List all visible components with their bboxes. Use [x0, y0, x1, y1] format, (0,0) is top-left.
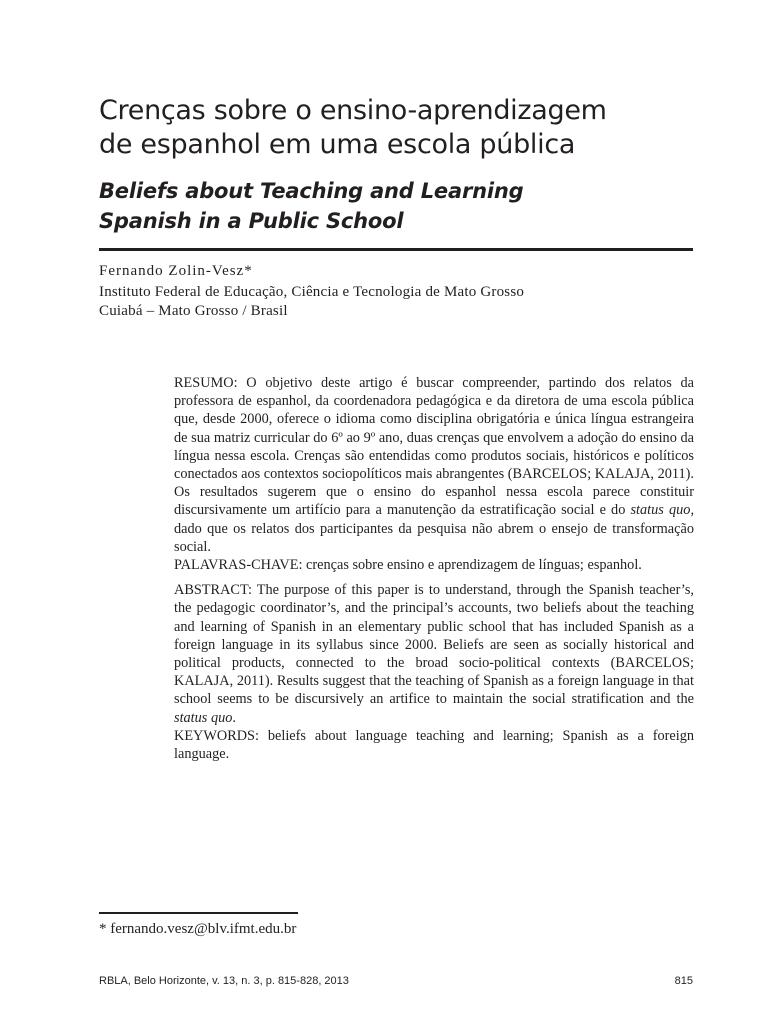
- abstract-text-start: ABSTRACT: The purpose of this paper is to understand, through the Spanish teacher’s, the pedagogic coordinator’s, and the principal’s accounts, two beliefs about the teaching and learning of Spanish in an elementary public school that has included Spanish as a foreign language in its syllabus since 2000. Beliefs are seen as socially historical and political products, connected to the broad socio-political contexts (BARCELOS; KALAJA, 2011). Results suggest that the teaching of Spanish as a foreign language in that school seems to be discursively an artifice to maintain the social stratification and the: [174, 582, 694, 708]
- journal-citation: RBLA, Belo Horizonte, v. 13, n. 3, p. 815-828, 2013: [99, 975, 349, 987]
- abstract-italic-term: status quo: [174, 709, 233, 726]
- author-affiliation: [99, 283, 524, 321]
- title-pt-line-1: Crenças sobre o ensino-aprendizagem: [99, 95, 607, 126]
- page-number: 815: [674, 975, 693, 987]
- resumo-text-start: RESUMO: O objetivo deste artigo é buscar compreender, partindo dos relatos da professora de espanhol, da coordenadora pedagógica e da diretora de uma escola pública que, desde 2000, oferece o idioma como disciplina obrigatória e única língua estrangeira de sua matriz curricular do 6º ao 9º ano, duas crenças que envolvem a adoção do ensino da língua nessa escola. Crenças são entendidas como produtos sociais, históricos e políticos conectados aos contextos sociopolíticos mais abrangentes (BARCELOS; KALAJA, 2011). Os resultados sugerem que o ensino do espanhol nessa escola parece constituir discursivamente um artifício para a manutenção da estratificação social e do: [174, 375, 694, 519]
- footnote-divider: [99, 912, 298, 914]
- keywords: KEYWORDS: beliefs about language teaching and learning; Spanish as a foreign language.: [174, 727, 694, 763]
- resumo-text-end: , dado que os relatos dos participantes da pesquisa não abrem o ensejo de transformação social.: [174, 502, 695, 555]
- author-name: Fernando Zolin-Vesz*: [99, 263, 253, 279]
- abstract-paragraph: [174, 581, 694, 727]
- abstracts-section: [174, 374, 694, 763]
- article-title-english: [99, 176, 699, 236]
- palavras-chave: PALAVRAS-CHAVE: crenças sobre ensino e aprendizagem de línguas; espanhol.: [174, 557, 642, 574]
- footnote-email: * fernando.vesz@blv.ifmt.edu.br: [99, 921, 297, 937]
- abstract-text-end: .: [232, 709, 236, 726]
- resumo-paragraph: [174, 374, 694, 556]
- title-divider: [99, 248, 693, 251]
- title-pt-line-2: de espanhol em uma escola pública: [99, 129, 576, 160]
- affiliation-institution: Instituto Federal de Educação, Ciência e Tecnologia de Mato Grosso: [99, 284, 525, 300]
- resumo-italic-term: status quo: [630, 502, 691, 519]
- affiliation-location: Cuiabá – Mato Grosso / Brasil: [99, 303, 288, 319]
- title-en-line-1: Beliefs about Teaching and Learning: [99, 179, 524, 203]
- article-title-portuguese: [99, 94, 699, 162]
- title-en-line-2: Spanish in a Public School: [99, 209, 404, 233]
